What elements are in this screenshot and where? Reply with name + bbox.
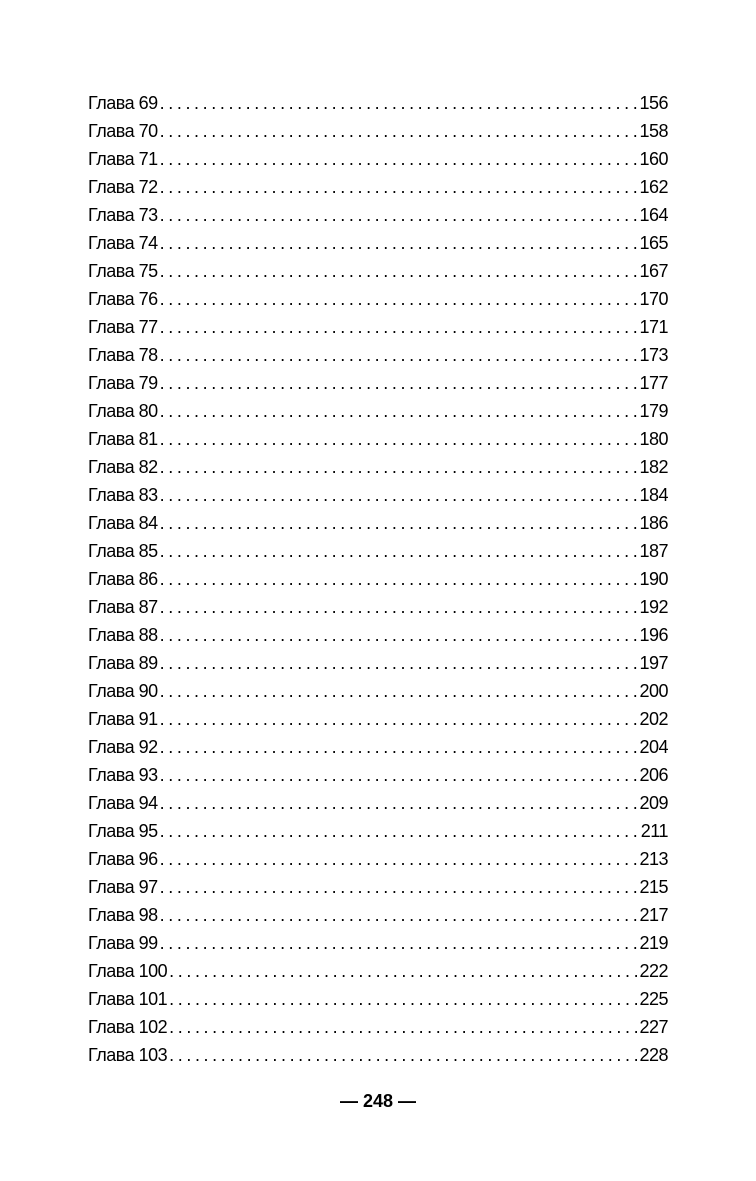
toc-entry-leader-dots — [160, 819, 639, 843]
toc-entry-leader-dots — [160, 791, 638, 815]
toc-entry-title: Глава 73 — [88, 205, 158, 225]
toc-entry-title: Глава 91 — [88, 709, 158, 729]
toc-entry-page-number: 225 — [639, 989, 668, 1009]
toc-entry-title: Глава 83 — [88, 485, 158, 505]
toc-entry-leader-dots — [160, 399, 638, 423]
toc-entry — [88, 819, 668, 847]
toc-entry-leader-dots — [160, 623, 638, 647]
toc-entry-page-number: 206 — [639, 765, 668, 785]
toc-entry-leader-dots — [160, 651, 638, 675]
toc-entry-page-number: 173 — [639, 345, 668, 365]
toc-entry-page-number: 160 — [639, 149, 668, 169]
toc-entry — [88, 203, 668, 231]
toc-entry-page-number: 215 — [639, 877, 668, 897]
toc-entry-leader-dots — [169, 1015, 637, 1039]
toc-entry — [88, 1015, 668, 1043]
toc-entry-page-number: 184 — [639, 485, 668, 505]
toc-entry-leader-dots — [160, 707, 638, 731]
toc-entry-title: Глава 90 — [88, 681, 158, 701]
toc-entry-title: Глава 95 — [88, 821, 158, 841]
page-number: — 248 — — [339, 1091, 417, 1111]
toc-entry-leader-dots — [169, 1043, 637, 1067]
toc-entry-page-number: 158 — [639, 121, 668, 141]
toc-entry — [88, 875, 668, 903]
toc-entry-leader-dots — [160, 231, 638, 255]
toc-entry-leader-dots — [160, 511, 638, 535]
toc-entry-leader-dots — [160, 903, 638, 927]
toc-entry — [88, 791, 668, 819]
toc-entry-page-number: 227 — [639, 1017, 668, 1037]
toc-entry — [88, 119, 668, 147]
toc-entry-leader-dots — [160, 119, 638, 143]
toc-entry-page-number: 171 — [639, 317, 668, 337]
toc-entry — [88, 91, 668, 119]
toc-entry — [88, 175, 668, 203]
toc-entry — [88, 371, 668, 399]
toc-entry-title: Глава 69 — [88, 93, 158, 113]
toc-entry-title: Глава 80 — [88, 401, 158, 421]
toc-entry — [88, 623, 668, 651]
toc-entry-page-number: 219 — [639, 933, 668, 953]
toc-entry — [88, 259, 668, 287]
toc-entry-leader-dots — [160, 735, 638, 759]
toc-entry-page-number: 190 — [639, 569, 668, 589]
toc-entry-page-number: 182 — [639, 457, 668, 477]
toc-entry-leader-dots — [160, 147, 638, 171]
toc-entry-title: Глава 99 — [88, 933, 158, 953]
table-of-contents — [88, 91, 668, 1071]
toc-entry-title: Глава 70 — [88, 121, 158, 141]
toc-entry — [88, 595, 668, 623]
toc-entry — [88, 231, 668, 259]
toc-entry — [88, 511, 668, 539]
toc-entry-title: Глава 101 — [88, 989, 168, 1009]
toc-entry-page-number: 209 — [639, 793, 668, 813]
toc-entry-page-number: 186 — [639, 513, 668, 533]
toc-entry — [88, 959, 668, 987]
toc-entry-leader-dots — [160, 287, 638, 311]
toc-entry — [88, 287, 668, 315]
toc-entry-page-number: 162 — [639, 177, 668, 197]
toc-entry-page-number: 167 — [639, 261, 668, 281]
toc-entry — [88, 567, 668, 595]
toc-entry-title: Глава 74 — [88, 233, 158, 253]
toc-entry-title: Глава 94 — [88, 793, 158, 813]
toc-entry-page-number: 192 — [639, 597, 668, 617]
toc-entry-leader-dots — [160, 679, 638, 703]
toc-entry-page-number: 177 — [639, 373, 668, 393]
toc-entry-page-number: 196 — [639, 625, 668, 645]
toc-entry-title: Глава 92 — [88, 737, 158, 757]
toc-entry-title: Глава 87 — [88, 597, 158, 617]
toc-entry-title: Глава 72 — [88, 177, 158, 197]
toc-entry-leader-dots — [160, 343, 638, 367]
toc-entry-title: Глава 75 — [88, 261, 158, 281]
toc-entry — [88, 707, 668, 735]
toc-entry-title: Глава 85 — [88, 541, 158, 561]
toc-entry — [88, 931, 668, 959]
toc-entry-title: Глава 102 — [88, 1017, 168, 1037]
toc-entry-leader-dots — [160, 455, 638, 479]
toc-entry-page-number: 213 — [639, 849, 668, 869]
toc-entry-title: Глава 96 — [88, 849, 158, 869]
toc-entry-page-number: 211 — [640, 821, 668, 841]
toc-entry — [88, 147, 668, 175]
toc-entry-title: Глава 86 — [88, 569, 158, 589]
toc-entry-title: Глава 81 — [88, 429, 158, 449]
toc-entry-leader-dots — [169, 987, 637, 1011]
toc-entry-title: Глава 103 — [88, 1045, 168, 1065]
toc-entry — [88, 399, 668, 427]
toc-entry-leader-dots — [160, 371, 638, 395]
toc-entry-title: Глава 93 — [88, 765, 158, 785]
toc-entry-page-number: 217 — [639, 905, 668, 925]
toc-entry-page-number: 202 — [639, 709, 668, 729]
toc-entry-leader-dots — [160, 567, 638, 591]
toc-entry — [88, 903, 668, 931]
toc-entry-leader-dots — [160, 875, 638, 899]
toc-entry-page-number: 180 — [639, 429, 668, 449]
toc-entry-title: Глава 77 — [88, 317, 158, 337]
toc-entry-title: Глава 97 — [88, 877, 158, 897]
toc-entry-leader-dots — [160, 847, 638, 871]
toc-entry-page-number: 200 — [639, 681, 668, 701]
toc-entry-leader-dots — [160, 595, 638, 619]
toc-entry — [88, 455, 668, 483]
toc-entry — [88, 735, 668, 763]
toc-entry-title: Глава 89 — [88, 653, 158, 673]
toc-entry — [88, 763, 668, 791]
toc-entry-title: Глава 100 — [88, 961, 168, 981]
toc-entry-page-number: 164 — [639, 205, 668, 225]
toc-entry-page-number: 187 — [639, 541, 668, 561]
toc-entry-page-number: 228 — [639, 1045, 668, 1065]
toc-entry — [88, 427, 668, 455]
toc-entry-title: Глава 98 — [88, 905, 158, 925]
toc-entry-title: Глава 76 — [88, 289, 158, 309]
toc-entry — [88, 539, 668, 567]
toc-entry — [88, 651, 668, 679]
toc-entry-leader-dots — [160, 931, 638, 955]
toc-entry — [88, 847, 668, 875]
toc-entry — [88, 679, 668, 707]
toc-entry-leader-dots — [160, 203, 638, 227]
toc-entry-page-number: 204 — [639, 737, 668, 757]
toc-entry — [88, 483, 668, 511]
toc-entry-leader-dots — [160, 763, 638, 787]
toc-entry-leader-dots — [160, 91, 638, 115]
toc-entry — [88, 315, 668, 343]
toc-entry-leader-dots — [160, 483, 638, 507]
toc-entry-title: Глава 78 — [88, 345, 158, 365]
toc-entry-page-number: 156 — [639, 93, 668, 113]
toc-entry-page-number: 179 — [639, 401, 668, 421]
toc-entry — [88, 987, 668, 1015]
toc-entry-leader-dots — [169, 959, 637, 983]
toc-entry-title: Глава 71 — [88, 149, 158, 169]
toc-entry-title: Глава 84 — [88, 513, 158, 533]
toc-entry — [88, 343, 668, 371]
toc-entry-leader-dots — [160, 315, 638, 339]
toc-entry-page-number: 165 — [639, 233, 668, 253]
toc-entry-leader-dots — [160, 259, 638, 283]
toc-entry-leader-dots — [160, 175, 638, 199]
toc-entry-title: Глава 82 — [88, 457, 158, 477]
toc-entry-leader-dots — [160, 539, 638, 563]
toc-entry — [88, 1043, 668, 1071]
toc-entry-page-number: 170 — [639, 289, 668, 309]
toc-entry-title: Глава 88 — [88, 625, 158, 645]
toc-entry-page-number: 222 — [639, 961, 668, 981]
toc-entry-leader-dots — [160, 427, 638, 451]
toc-entry-title: Глава 79 — [88, 373, 158, 393]
toc-entry-page-number: 197 — [639, 653, 668, 673]
